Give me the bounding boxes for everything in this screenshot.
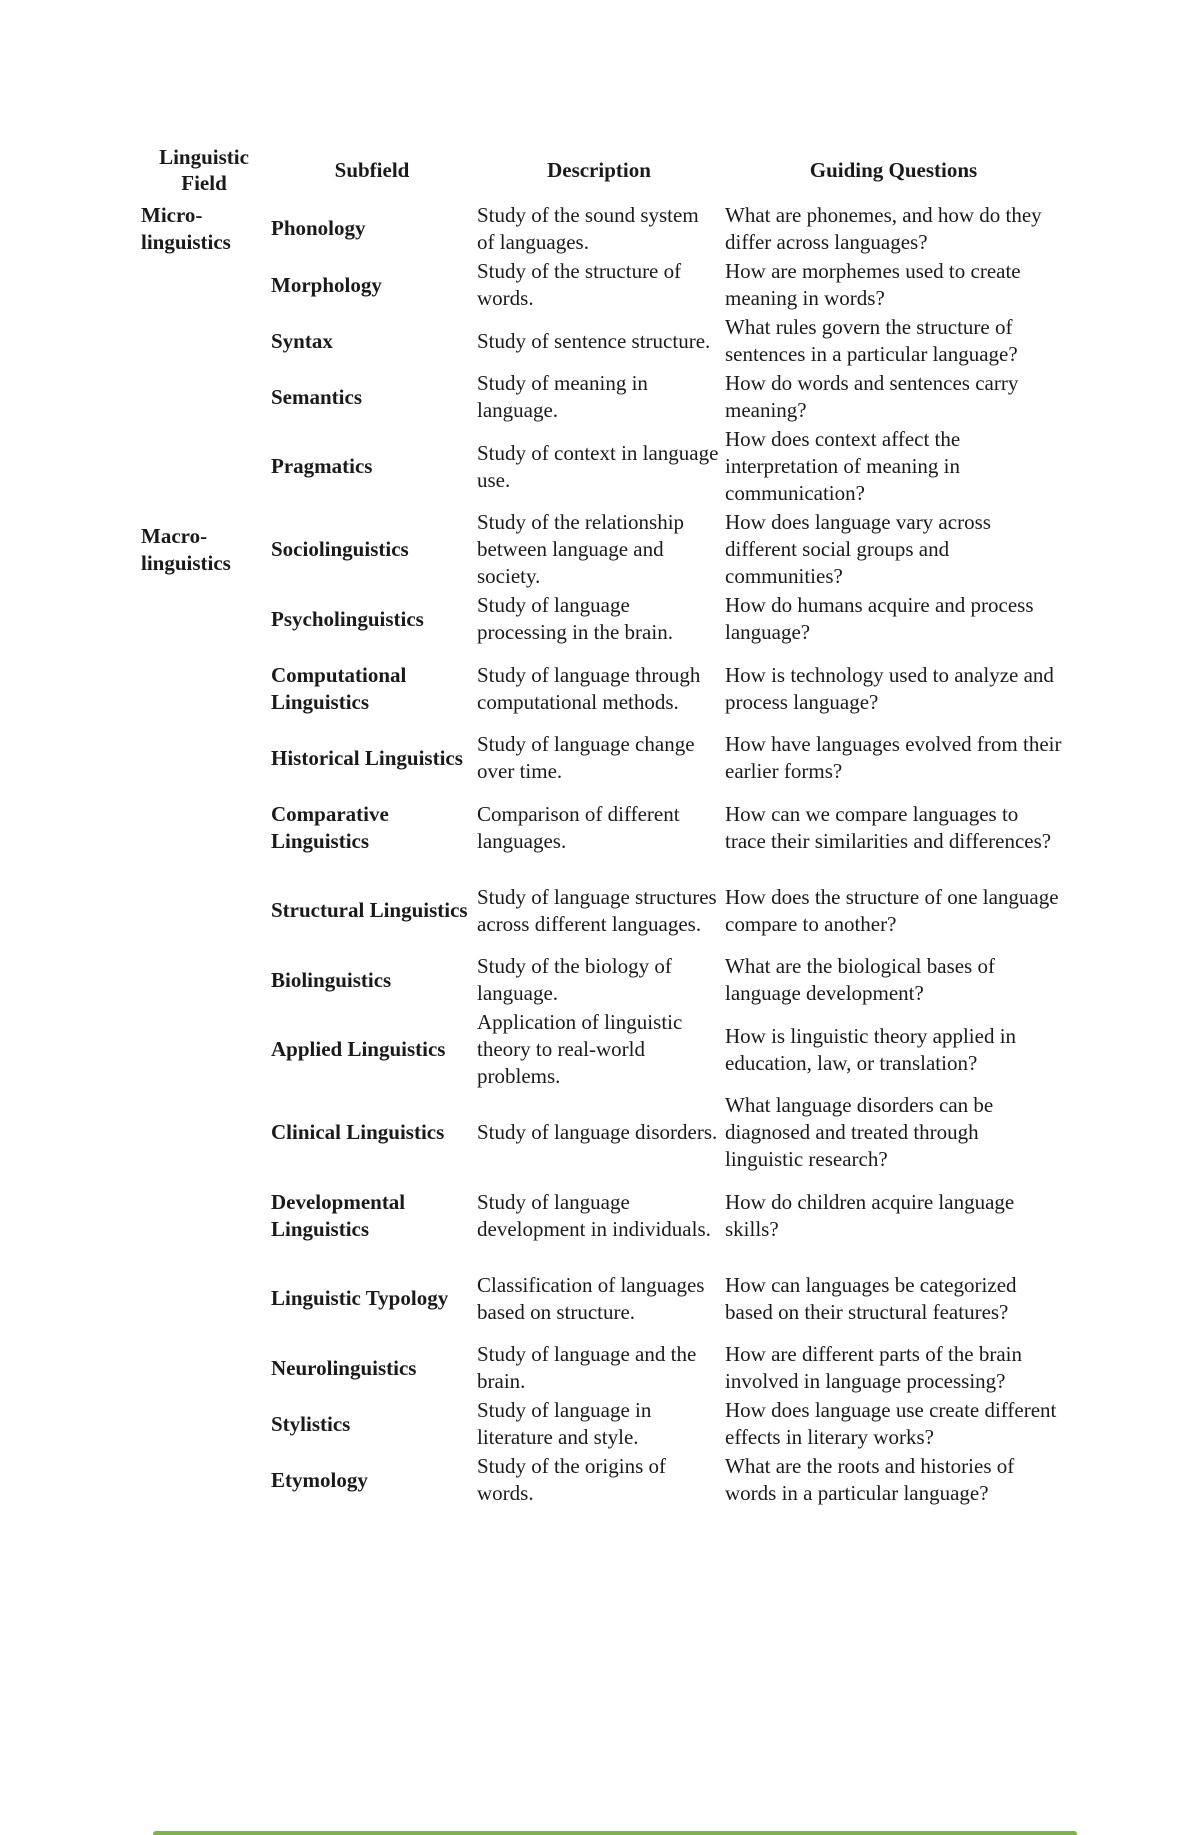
empty-field-cell <box>139 425 269 508</box>
description-cell: Study of the sound system of languages. <box>477 202 699 254</box>
guiding-question-cell: How are morphemes used to create meaning in words? <box>725 259 1021 310</box>
table-body <box>139 200 1064 1508</box>
guiding-question-cell: What are phonemes, and how do they differ across languages? <box>725 202 1042 254</box>
guiding-question-cell: How does the structure of one language compare to another? <box>725 884 1059 936</box>
empty-field-cell <box>139 730 269 786</box>
description-cell: Study of language processing in the brain. <box>477 593 673 644</box>
description-cell: Study of language structures across different languages. <box>477 884 717 936</box>
table-row <box>139 1091 1064 1174</box>
table-row <box>139 1008 1064 1091</box>
table-row <box>139 1174 1064 1257</box>
table-row <box>139 869 1064 952</box>
header-subfield: Subfield <box>334 158 410 182</box>
subfield-cell: Comparative Linguistics <box>271 801 389 853</box>
subfield-cell: Neurolinguistics <box>271 1355 417 1380</box>
linguistic-field-cell: Micro-linguistics <box>141 203 231 254</box>
subfield-cell: Linguistic Typology <box>271 1286 449 1310</box>
table-row <box>139 786 1064 869</box>
description-cell: Study of language through computational methods. <box>477 662 701 714</box>
subfield-cell: Structural Linguistics <box>271 898 468 922</box>
empty-field-cell <box>139 647 269 730</box>
guiding-question-cell: How can we compare languages to trace their similarities and differences? <box>725 801 1052 853</box>
guiding-question-cell: How is technology used to analyze and process language? <box>725 662 1054 714</box>
table-row <box>139 425 1064 508</box>
header-field: Linguistic Field <box>159 145 249 195</box>
description-cell: Study of the relationship between language and society. <box>477 510 685 588</box>
subfield-cell: Stylistics <box>271 1411 351 1436</box>
description-cell: Study of language in literature and style. <box>477 1398 652 1449</box>
document-page <box>139 140 1064 1508</box>
empty-field-cell <box>139 1257 269 1340</box>
description-cell: Study of the origins of words. <box>477 1454 666 1505</box>
table-row <box>139 369 1064 425</box>
table-row <box>139 952 1064 1008</box>
empty-field-cell <box>139 1452 269 1508</box>
guiding-question-cell: What are the biological bases of language development? <box>725 954 995 1005</box>
subfield-cell: Biolinguistics <box>271 967 392 992</box>
empty-field-cell <box>139 952 269 1008</box>
table-row <box>139 591 1064 647</box>
guiding-question-cell: How does language vary across different social groups and communities? <box>725 510 991 588</box>
subfield-cell: Computational Linguistics <box>271 662 407 714</box>
guiding-question-cell: What language disorders can be diagnosed and treated through linguistic research? <box>725 1093 994 1171</box>
description-cell: Application of linguistic theory to real-world problems. <box>477 1010 683 1088</box>
table-row <box>139 647 1064 730</box>
table-row <box>139 730 1064 786</box>
empty-field-cell <box>139 1174 269 1257</box>
description-cell: Study of sentence structure. <box>477 328 711 353</box>
subfield-cell: Pragmatics <box>271 454 373 478</box>
header-guiding-questions: Guiding Questions <box>809 158 978 182</box>
guiding-question-cell: What rules govern the structure of sentences in a particular language? <box>725 315 1018 366</box>
description-cell: Classification of languages based on structure. <box>477 1272 705 1324</box>
guiding-question-cell: How does context affect the interpretation of meaning in communication? <box>725 427 961 505</box>
guiding-question-cell: How do words and sentences carry meaning? <box>725 371 1019 422</box>
guiding-question-cell: How do children acquire language skills? <box>725 1189 1015 1241</box>
table-row <box>139 1452 1064 1508</box>
table-row <box>139 508 1064 591</box>
description-cell: Study of language change over time. <box>477 732 695 783</box>
table-row <box>139 1340 1064 1396</box>
table-row <box>139 1257 1064 1340</box>
guiding-question-cell: How have languages evolved from their earlier forms? <box>725 732 1062 783</box>
footer-rule <box>153 1831 1077 1835</box>
description-cell: Study of context in language use. <box>477 440 719 492</box>
description-cell: Study of the structure of words. <box>477 259 682 310</box>
description-cell: Study of meaning in language. <box>477 371 648 422</box>
table-row <box>139 313 1064 369</box>
table-row <box>139 257 1064 313</box>
description-cell: Study of the biology of language. <box>477 954 672 1005</box>
linguistics-table <box>139 140 1064 1508</box>
guiding-question-cell: How is linguistic theory applied in education, law, or translation? <box>725 1023 1017 1075</box>
subfield-cell: Developmental Linguistics <box>271 1189 406 1241</box>
header-row <box>139 140 1064 200</box>
subfield-cell: Phonology <box>271 216 366 240</box>
description-cell: Study of language disorders. <box>477 1120 718 1144</box>
subfield-cell: Etymology <box>271 1467 368 1492</box>
guiding-question-cell: How does language use create different effects in literary works? <box>725 1398 1057 1449</box>
table-row <box>139 1396 1064 1452</box>
guiding-question-cell: What are the roots and histories of words in a particular language? <box>725 1454 1015 1505</box>
empty-field-cell <box>139 369 269 425</box>
subfield-cell: Syntax <box>271 328 333 353</box>
subfield-cell: Sociolinguistics <box>271 537 409 561</box>
empty-field-cell <box>139 1396 269 1452</box>
linguistic-field-cell: Macro-linguistics <box>141 523 231 575</box>
subfield-cell: Psycholinguistics <box>271 606 424 631</box>
subfield-cell: Historical Linguistics <box>271 745 463 770</box>
subfield-cell: Clinical Linguistics <box>271 1120 445 1144</box>
subfield-cell: Semantics <box>271 384 362 409</box>
description-cell: Study of language development in individuals. <box>477 1189 711 1241</box>
guiding-question-cell: How can languages be categorized based on their structural features? <box>725 1272 1017 1324</box>
description-cell: Study of language and the brain. <box>477 1342 697 1393</box>
empty-field-cell <box>139 257 269 313</box>
header-description: Description <box>547 158 651 182</box>
subfield-cell: Applied Linguistics <box>271 1037 446 1061</box>
empty-field-cell <box>139 1340 269 1396</box>
description-cell: Comparison of different languages. <box>477 801 680 853</box>
empty-field-cell <box>139 313 269 369</box>
empty-field-cell <box>139 1008 269 1091</box>
empty-field-cell <box>139 786 269 869</box>
empty-field-cell <box>139 869 269 952</box>
guiding-question-cell: How do humans acquire and process language? <box>725 593 1034 644</box>
table-row <box>139 200 1064 257</box>
empty-field-cell <box>139 1091 269 1174</box>
subfield-cell: Morphology <box>271 272 382 297</box>
empty-field-cell <box>139 591 269 647</box>
guiding-question-cell: How are different parts of the brain involved in language processing? <box>725 1342 1022 1393</box>
table-header <box>139 140 1064 200</box>
